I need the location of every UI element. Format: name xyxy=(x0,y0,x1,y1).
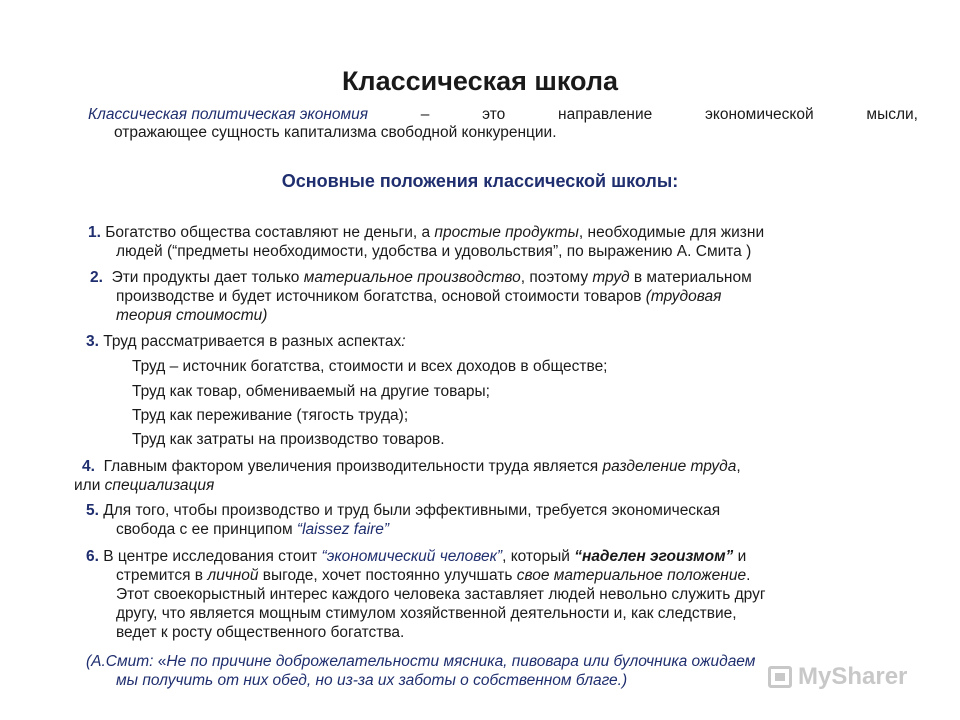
item-3 xyxy=(0,332,960,351)
item-emphasis: “наделен эгоизмом” xyxy=(574,548,734,565)
item-number: 1. xyxy=(88,224,101,241)
watermark-logo xyxy=(768,662,928,692)
section-subtitle: Основные положения классической школы: xyxy=(281,171,679,191)
item-line: Этот своекорыстный интерес каждого человека заставляет людей невольно служить друг xyxy=(116,586,766,603)
item-line: ведет к росту общественного богатства. xyxy=(116,624,405,641)
item-number: 2. xyxy=(90,269,103,286)
item-text: Главным фактором увеличения производительности труда является xyxy=(103,458,603,475)
item-text: Для того, чтобы производство и труд были эффективными, требуется экономическая xyxy=(98,502,721,519)
item-text: , xyxy=(736,458,741,475)
quote-mark: « xyxy=(157,653,167,670)
item-text: , который xyxy=(502,548,575,565)
item-5 xyxy=(0,501,960,539)
item-text: выгоде, хочет постоянно улучшать xyxy=(258,567,517,584)
item-italic: материальное производство xyxy=(303,269,521,286)
item-3-sub-1: Труд – источник богатства, стоимости и всех доходов в обществе; xyxy=(132,358,608,375)
item-text: В центре исследования стоит xyxy=(98,548,322,565)
item-text: или xyxy=(74,477,105,494)
item-text: стремится в xyxy=(116,567,208,584)
item-text: Богатство общества составляют не деньги, а xyxy=(100,224,435,241)
item-text: свобода с ее принципом xyxy=(116,521,297,538)
intro-definition xyxy=(88,106,918,142)
item-text: в материальном xyxy=(629,269,752,286)
item-italic: (трудовая xyxy=(645,288,722,305)
item-4 xyxy=(0,457,960,495)
item-number: 3. xyxy=(86,333,99,350)
intro-word: это xyxy=(482,106,506,123)
item-italic: простые продукты xyxy=(434,224,579,241)
intro-word: экономической xyxy=(705,106,814,123)
item-line: людей (“предметы необходимости, удобства и удовольствия”, по выражению А. Смита ) xyxy=(116,243,752,260)
item-quote: “экономический человек” xyxy=(321,548,503,565)
intro-term: Классическая политическая экономия xyxy=(88,106,369,123)
watermark-text: MySharer xyxy=(798,663,908,690)
item-1 xyxy=(0,223,960,261)
item-text: , необходимые для жизни xyxy=(578,224,765,241)
item-italic: разделение труда xyxy=(602,458,737,475)
intro-word: направление xyxy=(558,106,653,123)
item-number: 4. xyxy=(82,458,95,475)
item-6 xyxy=(0,547,960,642)
quote-text: мы получить от них обед, но из-за их заботы о собственном благе.) xyxy=(116,672,628,689)
item-3-sub-2: Труд как товар, обмениваемый на другие товары; xyxy=(132,383,490,400)
item-number: 6. xyxy=(86,548,99,565)
item-line: теория стоимости) xyxy=(116,307,268,324)
item-quote: “laissez faire” xyxy=(296,521,390,538)
item-text: : xyxy=(401,333,406,350)
presentation-icon xyxy=(768,666,792,688)
item-number: 5. xyxy=(86,502,99,519)
item-line: другу, что является мощным стимулом хозяйственной деятельности и, как следствие, xyxy=(116,605,737,622)
item-text: , поэтому xyxy=(520,269,593,286)
item-2 xyxy=(0,268,960,325)
quote-author: (А.Смит: xyxy=(86,653,158,670)
slide-title: Классическая школа xyxy=(341,66,619,96)
item-3-sub-4: Труд как затраты на производство товаров. xyxy=(132,431,445,448)
item-text: Труд рассматривается в разных аспектах xyxy=(98,333,402,350)
item-text: производстве и будет источником богатства, основой стоимости товаров xyxy=(116,288,646,305)
item-text: . xyxy=(746,567,751,584)
quote-text: Не по причине доброжелательности мясника, пивовара или булочника ожидаем xyxy=(166,653,756,670)
intro-line-2: отражающее сущность капитализма свободной конкуренции. xyxy=(114,124,557,141)
item-text: Эти продукты дает только xyxy=(111,269,304,286)
item-3-sub-3: Труд как переживание (тягость труда); xyxy=(132,407,409,424)
item-italic: труд xyxy=(592,269,630,286)
item-text: и xyxy=(733,548,747,565)
item-italic: свое материальное положение xyxy=(516,567,747,584)
intro-word: мысли, xyxy=(866,106,918,123)
intro-word: – xyxy=(420,106,430,123)
item-italic: специализация xyxy=(104,477,215,494)
item-italic: личной xyxy=(207,567,259,584)
